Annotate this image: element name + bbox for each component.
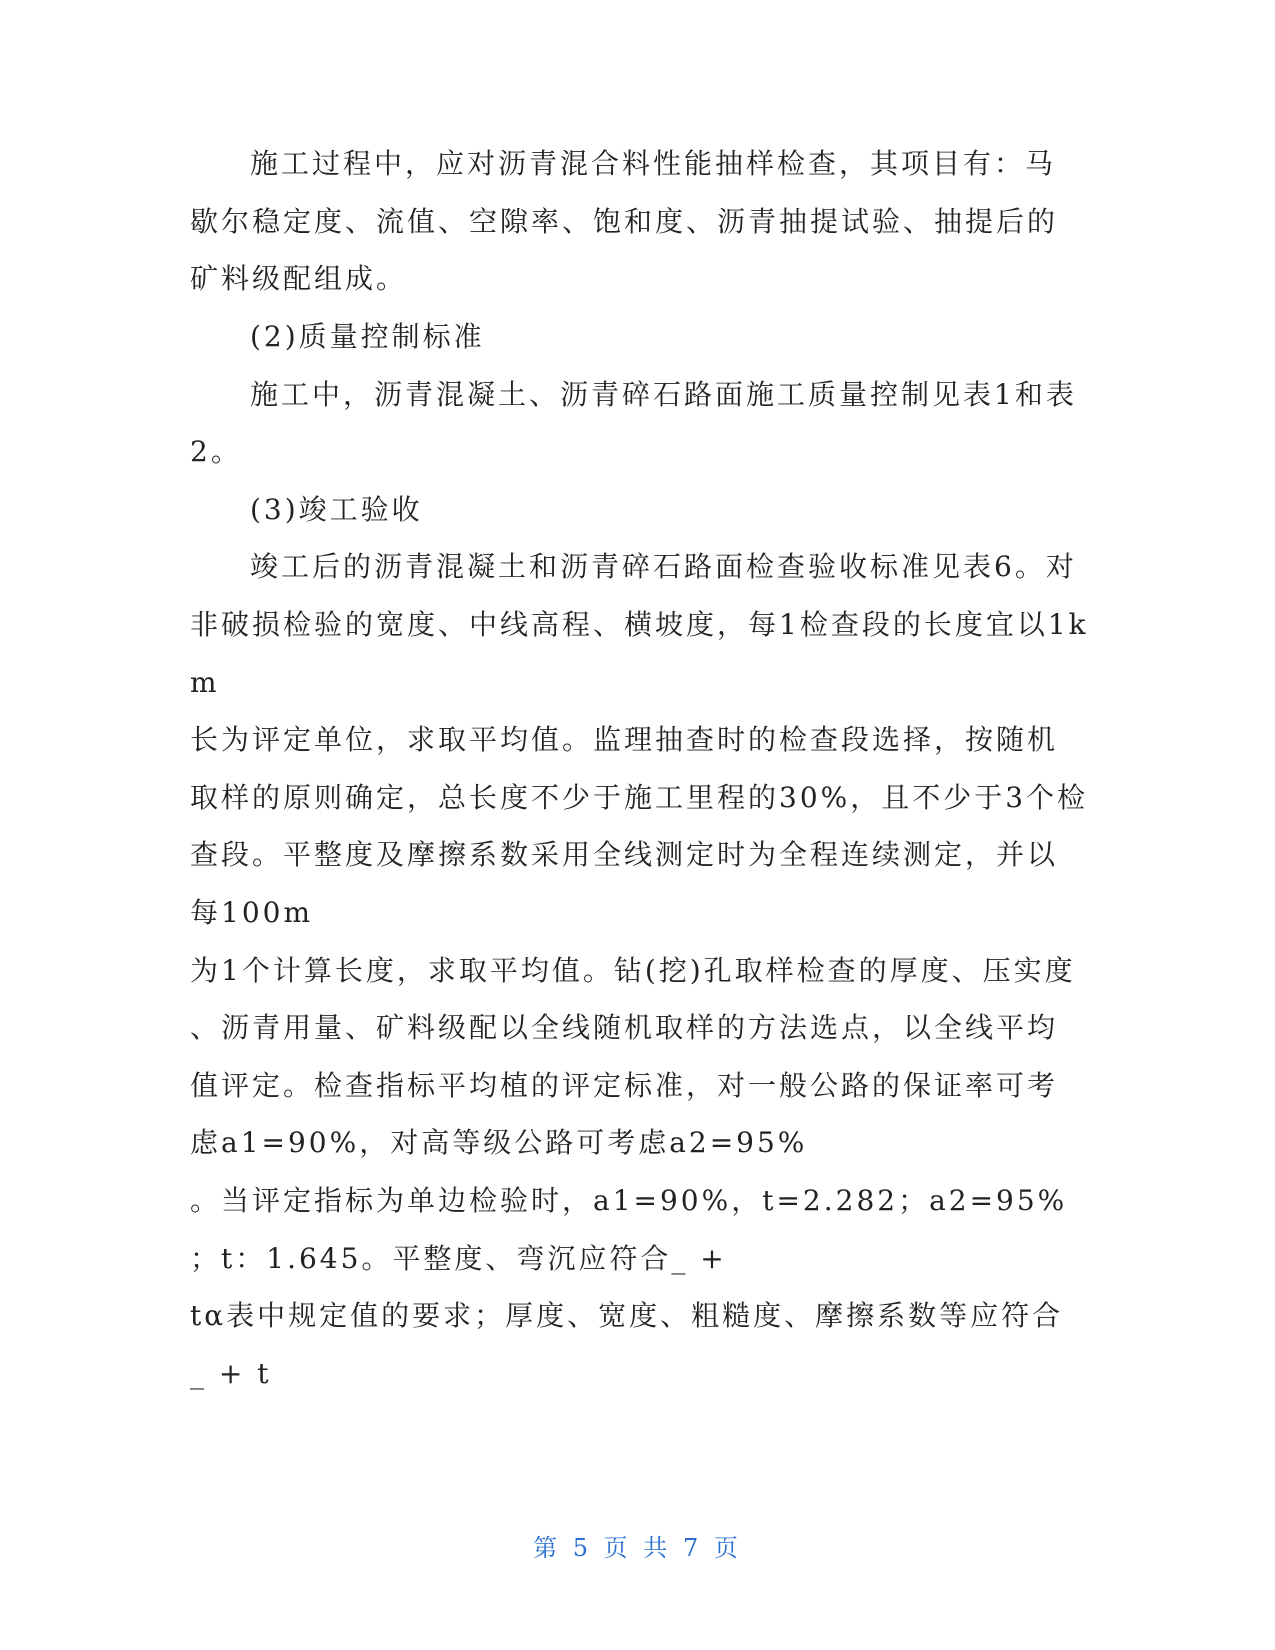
paragraph-line: 为1个计算长度，求取平均值。钻(挖)孔取样检查的厚度、压实度 xyxy=(190,954,1076,987)
page-number-footer: 第 5 页 共 7 页 xyxy=(533,1534,742,1562)
paragraph-line: 。当评定指标为单边检验时，a1=90%，t=2.282；a2=95% xyxy=(190,1184,1068,1217)
paragraph-line: 非破损检验的宽度、中线高程、横坡度，每1检查段的长度宜以1k xyxy=(190,608,1089,641)
paragraph-line: _ + t xyxy=(190,1357,272,1390)
paragraph-line: 查段。平整度及摩擦系数采用全线测定时为全程连续测定，并以 xyxy=(190,838,1059,871)
paragraph-line: 施工中，沥青混凝土、沥青碎石路面施工质量控制见表1和表 xyxy=(250,378,1077,411)
paragraph-line: 、沥青用量、矿料级配以全线随机取样的方法选点，以全线平均 xyxy=(190,1011,1059,1044)
section-heading: (2)质量控制标准 xyxy=(250,320,485,353)
paragraph-line: 取样的原则确定，总长度不少于施工里程的30%，且不少于3个检 xyxy=(190,781,1089,814)
paragraph-line: 值评定。检查指标平均植的评定标准，对一般公路的保证率可考 xyxy=(190,1069,1059,1102)
paragraph-line: m xyxy=(190,666,220,699)
paragraph-line: 歇尔稳定度、流值、空隙率、饱和度、沥青抽提试验、抽提后的 xyxy=(190,205,1059,238)
paragraph-line: 矿料级配组成。 xyxy=(190,262,408,295)
paragraph-line: 竣工后的沥青混凝土和沥青碎石路面检查验收标准见表6。对 xyxy=(250,550,1077,583)
paragraph-line: 2。 xyxy=(190,435,242,468)
paragraph-line: 每100m xyxy=(190,896,313,929)
paragraph-line: 施工过程中，应对沥青混合料性能抽样检查，其项目有：马 xyxy=(250,147,1057,180)
section-heading: (3)竣工验收 xyxy=(250,493,423,526)
paragraph-line: 长为评定单位，求取平均值。监理抽查时的检查段选择，按随机 xyxy=(190,723,1059,756)
paragraph-line: ；t：1.645。平整度、弯沉应符合_ + xyxy=(190,1242,727,1275)
paragraph-line: 虑a1=90%，对高等级公路可考虑a2=95% xyxy=(190,1126,808,1159)
paragraph-line: tα表中规定值的要求；厚度、宽度、粗糙度、摩擦系数等应符合 xyxy=(190,1299,1064,1332)
